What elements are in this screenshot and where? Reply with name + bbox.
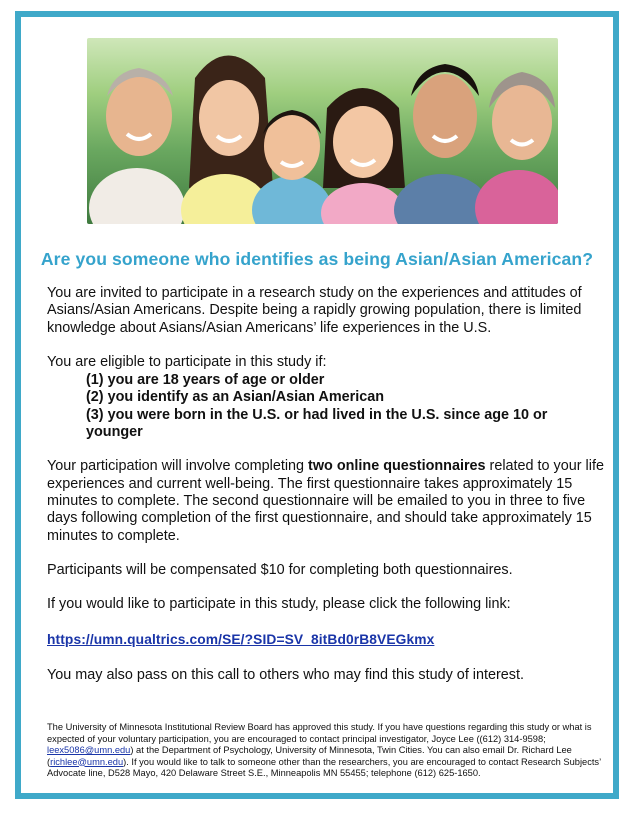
participation-text-start: Your participation will involve completing bbox=[47, 458, 309, 475]
fine-print-text: ) at the Department of Psychology, University of Minnesota, Twin Cities. You can also email Dr. Richard Lee ( bbox=[47, 745, 572, 767]
eligibility-criteria bbox=[47, 372, 607, 441]
criterion-item: (3) you were born in the U.S. or had lived in the U.S. since age 10 or younger bbox=[86, 406, 548, 441]
family-photo bbox=[87, 38, 558, 224]
eligibility-lead: You are eligible to participate in this study if: bbox=[47, 353, 327, 370]
participation-paragraph bbox=[47, 458, 607, 544]
headline: Are you someone who identifies as being Asian/Asian American? bbox=[40, 249, 594, 269]
flyer-frame bbox=[15, 11, 619, 799]
criterion-item: (1) you are 18 years of age or older bbox=[86, 372, 325, 389]
share-paragraph: You may also pass on this call to others who may find this study of interest. bbox=[47, 666, 524, 683]
fine-print-text: The University of Minnesota Institutional Review Board has approved this study. If you have questions regarding this study or what is expected of your voluntary participation, you are encouraged to contact principal investigator, Joyce Lee ((612) 314-9598; bbox=[47, 722, 592, 744]
compensation-paragraph: Participants will be compensated $10 for completing both questionnaires. bbox=[47, 561, 513, 578]
survey-link[interactable]: https://umn.qualtrics.com/SE/?SID=SV_8itBd0rB8VEGkmx bbox=[47, 632, 435, 648]
family-photo-illustration bbox=[87, 38, 558, 224]
participation-emphasis: two online questionnaires bbox=[308, 458, 486, 475]
email-link-joyce[interactable]: leex5086@umn.edu bbox=[47, 745, 131, 755]
fine-print-text: ). If you would like to talk to someone other than the researchers, you are encouraged to contact Research Subjects’ Advocate line, D528 Mayo, 420 Delaware Street S.E., Minneapolis MN 55455; telephone (612) 625-1650. bbox=[47, 756, 601, 778]
criterion-item: (2) you identify as an Asian/Asian American bbox=[86, 389, 385, 406]
call-to-action: If you would like to participate in this study, please click the following link: bbox=[47, 596, 511, 613]
participation-text-end: related to your life experiences and current well-being. The first questionnaire takes approximately 15 minutes to complete. The second questionnaire will be emailed to you in three to five days following completion of the first questionnaire, and should take approximately 15 minutes to complete. bbox=[47, 458, 604, 544]
email-link-richard[interactable]: richlee@umn.edu bbox=[50, 756, 124, 767]
flyer-body bbox=[47, 285, 607, 684]
intro-paragraph: You are invited to participate in a research study on the experiences and attitudes of Asians/Asian Americans. Despite being a rapidly growing population, there is limited knowledge about Asians/Asian Americans’ life experiences in the U.S. bbox=[47, 285, 582, 336]
irb-fine-print bbox=[47, 722, 609, 780]
